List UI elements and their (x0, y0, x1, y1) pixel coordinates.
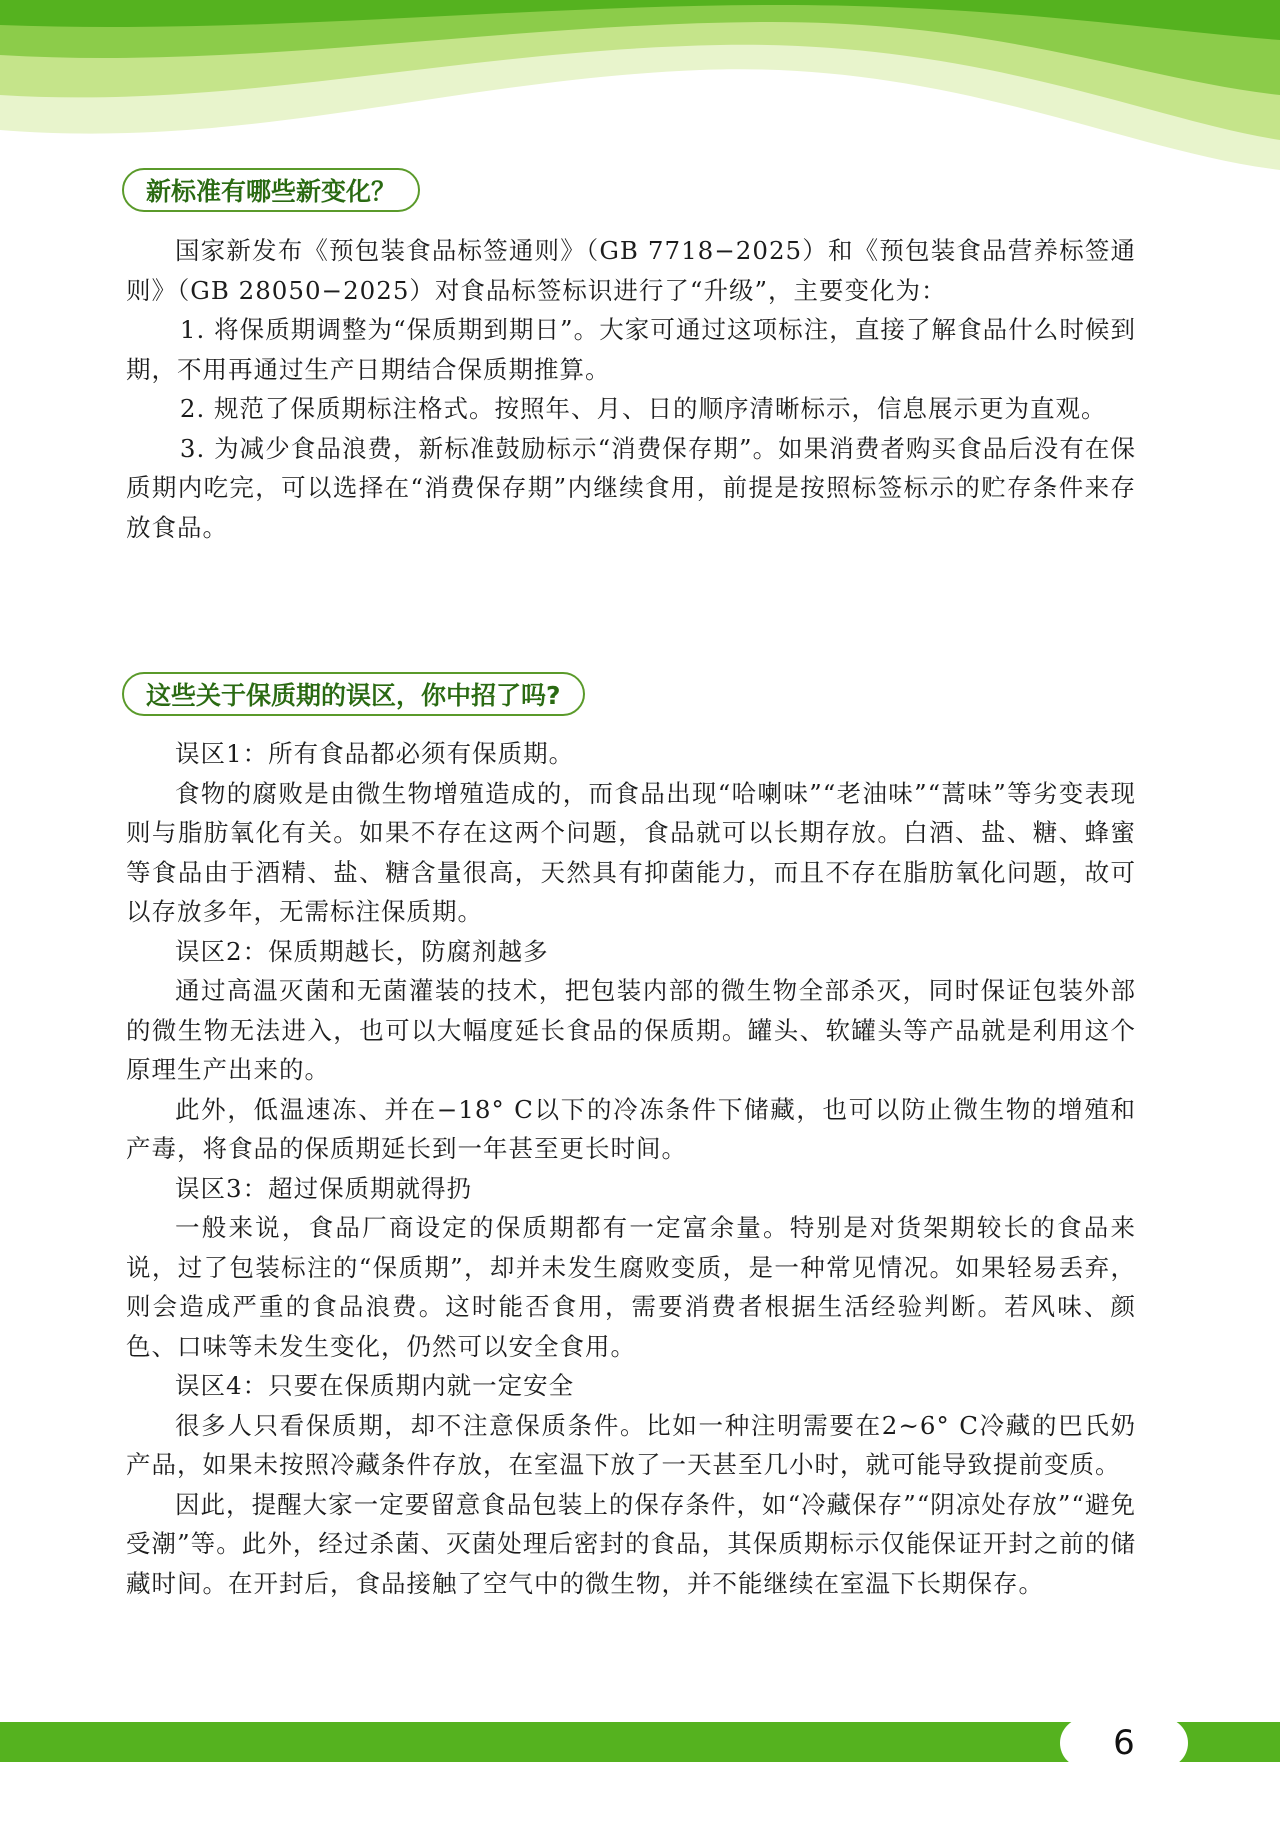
paragraph: 此外，低温速冻、并在−18° C以下的冷冻条件下储藏，也可以防止微生物的增殖和产毒，将食品的保质期延长到一年甚至更长时间。 (126, 1094, 1136, 1163)
list-item: 1. 将保质期调整为“保质期到期日”。大家可通过这项标注，直接了解食品什么时候到期，不用再通过生产日期结合保质期推算。 (126, 315, 1136, 384)
section-new-standard-body (126, 231, 1136, 547)
myth-heading: 误区3：超过保质期就得扔 (175, 1173, 473, 1203)
section-title-new-standard: 新标准有哪些新变化？ (122, 168, 420, 212)
list-item: 3. 为减少食品浪费，新标准鼓励标示“消费保存期”。如果消费者购买食品后没有在保质期内吃完，可以选择在“消费保存期”内继续食用，前提是按照标签标示的贮存条件来存放食品。 (126, 433, 1136, 542)
paragraph: 食物的腐败是由微生物增殖造成的，而食品出现“哈喇味”“老油味”“蒿味”等劣变表现则与脂肪氧化有关。如果不存在这两个问题，食品就可以长期存放。白酒、盐、糖、蜂蜜等食品由于酒精、盐、糖含量很高，天然具有抑菌能力，而且不存在脂肪氧化问题，故可以存放多年，无需标注保质期。 (126, 778, 1136, 926)
myth-heading: 误区2：保质期越长，防腐剂越多 (175, 936, 549, 966)
myth-heading: 误区1：所有食品都必须有保质期。 (175, 739, 575, 768)
paragraph: 通过高温灭菌和无菌灌装的技术，把包装内部的微生物全部杀灭，同时保证包装外部的微生物无法进入，也可以大幅度延长食品的保质期。罐头、软罐头等产品就是利用这个原理生产出来的。 (126, 976, 1136, 1084)
paragraph: 因此，提醒大家一定要留意食品包装上的保存条件，如“冷藏保存”“阴凉处存放”“避免受潮”等。此外，经过杀菌、灭菌处理后密封的食品，其保质期标示仅能保证开封之前的储藏时间。在开封后，食品接触了空气中的微生物，并不能继续在室温下长期保存。 (126, 1489, 1136, 1598)
page-number: 6 (1060, 1718, 1188, 1768)
myth-heading: 误区4：只要在保质期内就一定安全 (175, 1371, 575, 1400)
section-myths-body (126, 734, 1136, 1603)
paragraph: 很多人只看保质期，却不注意保质条件。比如一种注明需要在2~6° C冷藏的巴氏奶产品，如果未按照冷藏条件存放，在室温下放了一天甚至几小时，就可能导致提前变质。 (126, 1410, 1136, 1479)
section-title-myths: 这些关于保质期的误区，你中招了吗? (122, 672, 585, 716)
list-item: 2. 规范了保质期标注格式。按照年、月、日的顺序清晰标示，信息展示更为直观。 (179, 394, 1107, 423)
paragraph: 一般来说，食品厂商设定的保质期都有一定富余量。特别是对货架期较长的食品来说，过了包装标注的“保质期”，却并未发生腐败变质，是一种常见情况。如果轻易丢弃，则会造成严重的食品浪费。这时能否食用，需要消费者根据生活经验判断。若风味、颜色、口味等未发生变化，仍然可以安全食用。 (126, 1213, 1136, 1361)
intro-paragraph: 国家新发布《预包装食品标签通则》（GB 7718−2025）和《预包装食品营养标签通则》（GB 28050−2025）对食品标签标识进行了“升级”，主要变化为： (126, 236, 1136, 305)
